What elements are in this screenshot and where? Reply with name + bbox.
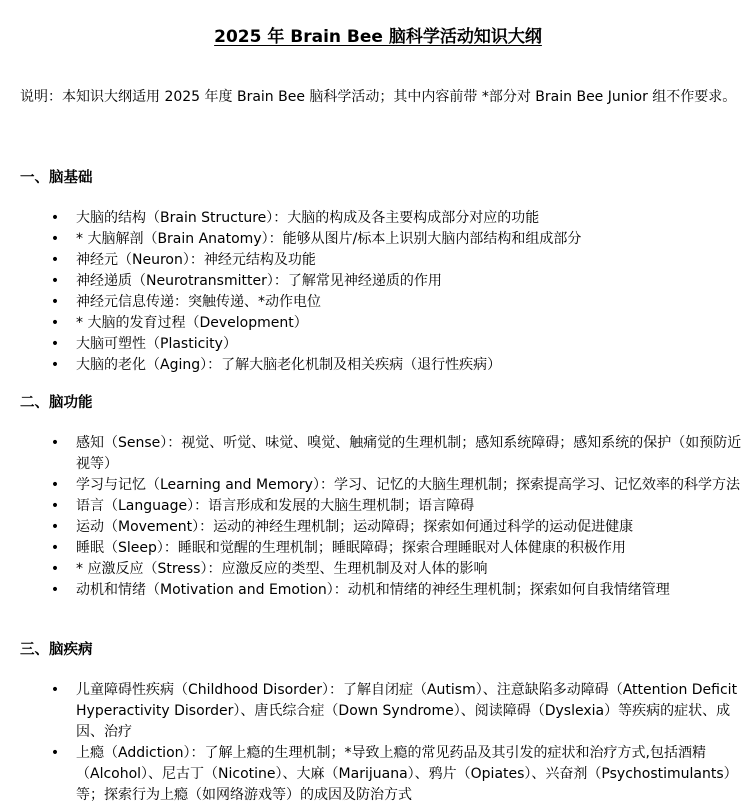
- bullet-icon: •: [50, 540, 60, 556]
- section-list: [20, 433, 742, 601]
- list-item: [20, 680, 742, 743]
- list-item-text: 大脑的结构（Brain Structure）：大脑的构成及各主要构成部分对应的功能: [76, 210, 540, 226]
- bullet-icon: •: [50, 273, 60, 289]
- bullet-icon: •: [50, 315, 60, 331]
- bullet-icon: •: [50, 231, 60, 247]
- list-item: [20, 475, 742, 496]
- bullet-icon: •: [50, 336, 60, 352]
- list-item-text: 神经递质（Neurotransmitter）：了解常见神经递质的作用: [76, 273, 442, 289]
- list-item: [20, 580, 742, 601]
- bullet-icon: •: [50, 498, 60, 514]
- document-note: 说明：本知识大纲适用 2025 年度 Brain Bee 脑科学活动；其中内容前带 *部分对 Brain Bee Junior 组不作要求。: [20, 89, 737, 105]
- list-item-text: 感知（Sense）：视觉、听觉、味觉、嗅觉、触痛觉的生理机制；感知系统障碍；感知系统的保护（如预防近视等）: [76, 435, 742, 472]
- list-item-text: 语言（Language）：语言形成和发展的大脑生理机制；语言障碍: [76, 498, 475, 514]
- bullet-icon: •: [50, 477, 60, 493]
- list-item-text: 大脑的老化（Aging）：了解大脑老化机制及相关疾病（退行性疾病）: [76, 357, 502, 373]
- list-item-text: 神经元信息传递：突触传递、*动作电位: [76, 294, 321, 310]
- bullet-icon: •: [50, 745, 60, 761]
- bullet-icon: •: [50, 682, 60, 698]
- bullet-icon: •: [50, 435, 60, 451]
- list-item: [20, 496, 742, 517]
- section-heading: 二、脑功能: [20, 395, 93, 411]
- list-item: [20, 208, 742, 229]
- section-list: [20, 208, 742, 376]
- list-item: [20, 271, 742, 292]
- list-item-text: 儿童障碍性疾病（Childhood Disorder）：了解自闭症（Autism）、注意缺陷多动障碍（Attention Deficit Hyperactivity Disorder）、唐氏综合症（Down Syndrome）、阅读障碍（Dyslexia）等疾病的症状、成因、治疗: [76, 682, 738, 740]
- bullet-icon: •: [50, 357, 60, 373]
- list-item: [20, 559, 742, 580]
- section-brain-basics: [20, 168, 742, 376]
- list-item-text: * 大脑解剖（Brain Anatomy）：能够从图片/标本上识别大脑内部结构和组成部分: [76, 231, 582, 247]
- list-item-text: 运动（Movement）：运动的神经生理机制；运动障碍；探索如何通过科学的运动促进健康: [76, 519, 634, 535]
- list-item-text: 上瘾（Addiction）：了解上瘾的生理机制；*导致上瘾的常见药品及其引发的症状和治疗方式,包括酒精（Alcohol）、尼古丁（Nicotine）、大麻（Marijuana）、鸦片（Opiates）、兴奋剂（Psychostimulants）等；探索行为上瘾（如网络游戏等）的成因及防治方式: [76, 745, 738, 803]
- section-heading: 一、脑基础: [20, 170, 93, 186]
- bullet-icon: •: [50, 519, 60, 535]
- list-item-text: * 大脑的发育过程（Development）: [76, 315, 308, 331]
- section-brain-function: [20, 393, 742, 601]
- list-item-text: 学习与记忆（Learning and Memory）：学习、记忆的大脑生理机制；探索提高学习、记忆效率的科学方法: [76, 477, 740, 493]
- list-item-text: 动机和情绪（Motivation and Emotion）：动机和情绪的神经生理机制；探索如何自我情绪管理: [76, 582, 670, 598]
- list-item: [20, 517, 742, 538]
- list-item: [20, 292, 742, 313]
- section-list: [20, 680, 742, 806]
- list-item-text: * 应激反应（Stress）：应激反应的类型、生理机制及对人体的影响: [76, 561, 488, 577]
- document-title: 2025 年 Brain Bee 脑科学活动知识大纲: [214, 27, 542, 47]
- bullet-icon: •: [50, 561, 60, 577]
- list-item: [20, 355, 742, 376]
- section-heading: 三、脑疾病: [20, 642, 93, 658]
- list-item-text: 大脑可塑性（Plasticity）: [76, 336, 237, 352]
- bullet-icon: •: [50, 210, 60, 226]
- section-brain-disease: [20, 640, 742, 806]
- list-item: [20, 229, 742, 250]
- list-item: [20, 538, 742, 559]
- list-item: [20, 313, 742, 334]
- list-item: [20, 334, 742, 355]
- list-item: [20, 250, 742, 271]
- bullet-icon: •: [50, 582, 60, 598]
- list-item: [20, 743, 742, 806]
- bullet-icon: •: [50, 252, 60, 268]
- bullet-icon: •: [50, 294, 60, 310]
- list-item-text: 睡眠（Sleep）：睡眠和觉醒的生理机制；睡眠障碍；探索合理睡眠对人体健康的积极作用: [76, 540, 626, 556]
- list-item-text: 神经元（Neuron）：神经元结构及功能: [76, 252, 316, 268]
- list-item: [20, 433, 742, 475]
